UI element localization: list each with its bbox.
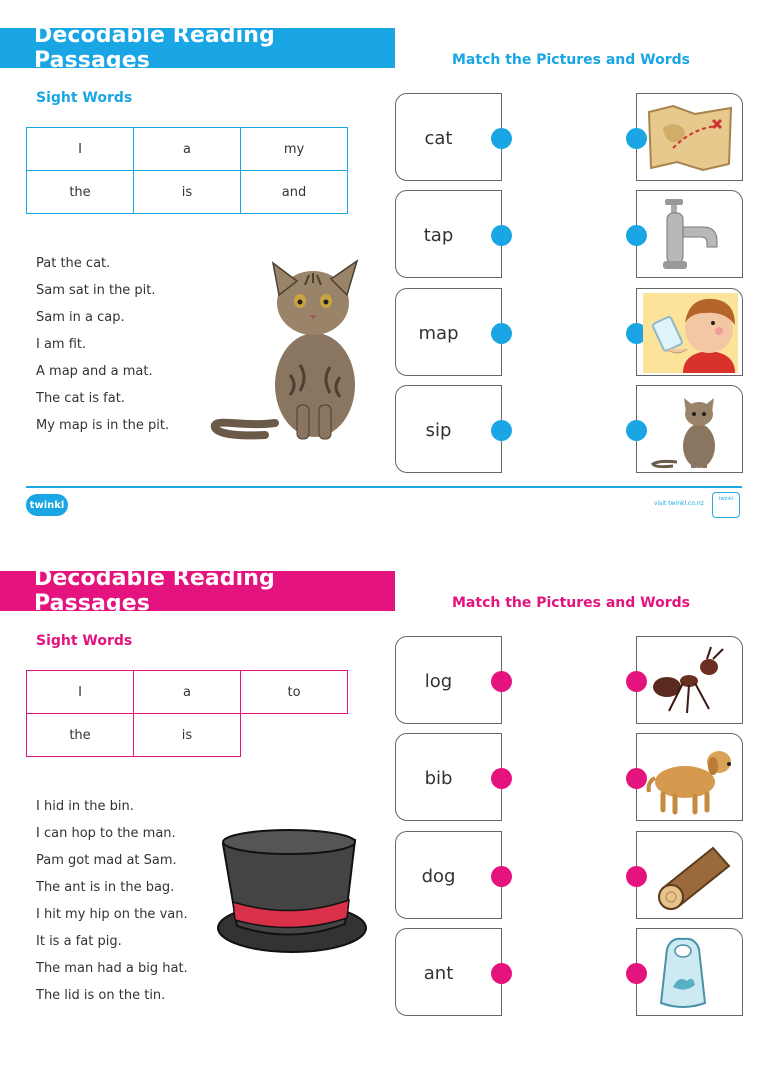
passage-line: I am fit.: [36, 337, 87, 352]
sight-word-cell: I: [27, 671, 134, 714]
cat-picture: [205, 255, 365, 445]
match-word: tap: [423, 225, 454, 246]
passage-line: The man had a big hat.: [36, 961, 188, 976]
match-heading: Match the Pictures and Words: [452, 595, 690, 611]
title-banner: [0, 23, 395, 73]
table-row: [27, 171, 348, 214]
match-word: map: [418, 323, 459, 344]
page-title: Decodable Reading Passages: [34, 566, 275, 616]
passage-line: Pam got mad at Sam.: [36, 853, 177, 868]
match-dot[interactable]: [491, 963, 512, 984]
visit-link[interactable]: visit twinkl.co.nz: [654, 500, 704, 507]
match-word: dog: [421, 866, 456, 887]
empty-cell: [241, 714, 348, 757]
top-hat-picture: [215, 828, 370, 958]
water-tap-icon: [643, 195, 738, 275]
match-dot[interactable]: [491, 866, 512, 887]
picture-card: [636, 636, 743, 724]
table-row: [27, 714, 348, 757]
word-card: [395, 733, 502, 821]
dog-icon: [643, 738, 738, 818]
match-dot[interactable]: [491, 128, 512, 149]
bib-icon: [643, 933, 738, 1013]
twinkl-logo: twinkl: [26, 494, 68, 516]
passage-line: It is a fat pig.: [36, 934, 122, 949]
passage-line: I hid in the bin.: [36, 799, 134, 814]
passage-line: The ant is in the bag.: [36, 880, 175, 895]
sight-word-cell: is: [134, 714, 241, 757]
word-card: [395, 93, 502, 181]
worksheet-2: [0, 543, 768, 1073]
sight-word-cell: is: [134, 171, 241, 214]
match-dot[interactable]: [491, 225, 512, 246]
page-title: Decodable Reading Passages: [34, 23, 275, 73]
match-dot[interactable]: [491, 768, 512, 789]
picture-card: [636, 288, 743, 376]
picture-card: [636, 928, 743, 1016]
sight-words-heading: Sight Words: [36, 90, 133, 106]
passage-line: I can hop to the man.: [36, 826, 176, 841]
match-word: sip: [425, 420, 452, 441]
word-card: [395, 385, 502, 473]
sight-word-cell: to: [241, 671, 348, 714]
sight-word-cell: and: [241, 171, 348, 214]
passage-line: A map and a mat.: [36, 364, 153, 379]
sight-word-cell: a: [134, 671, 241, 714]
passage-line: My map is in the pit.: [36, 418, 170, 433]
picture-card: [636, 190, 743, 278]
passage-line: The lid is on the tin.: [36, 988, 166, 1003]
match-word: bib: [424, 768, 453, 789]
ant-icon: [643, 641, 738, 721]
word-card: [395, 288, 502, 376]
passage-line: Pat the cat.: [36, 256, 111, 271]
table-row: [27, 128, 348, 171]
match-word: cat: [424, 128, 453, 149]
footer-divider: [26, 486, 742, 488]
word-card: [395, 928, 502, 1016]
match-dot[interactable]: [491, 323, 512, 344]
sight-words-heading: Sight Words: [36, 633, 133, 649]
picture-card: [636, 385, 743, 473]
word-card: [395, 636, 502, 724]
sight-word-cell: a: [134, 128, 241, 171]
picture-card: [636, 733, 743, 821]
word-card: [395, 190, 502, 278]
match-heading: Match the Pictures and Words: [452, 52, 690, 68]
worksheet-1: [0, 0, 768, 530]
cat-icon: [643, 390, 738, 470]
match-word: log: [424, 671, 453, 692]
passage-line: Sam in a cap.: [36, 310, 125, 325]
table-row: [27, 671, 348, 714]
word-card: [395, 831, 502, 919]
match-dot[interactable]: [491, 671, 512, 692]
match-word: ant: [423, 963, 454, 984]
boy-sipping-icon: [643, 293, 738, 373]
sight-word-cell: the: [27, 171, 134, 214]
log-icon: [643, 836, 738, 916]
picture-card: [636, 831, 743, 919]
reading-passage: [36, 250, 169, 439]
twinkl-badge: twinkl: [712, 492, 740, 518]
title-banner: [0, 566, 395, 616]
sight-word-cell: my: [241, 128, 348, 171]
sight-words-table: [26, 127, 348, 214]
passage-line: Sam sat in the pit.: [36, 283, 156, 298]
picture-card: [636, 93, 743, 181]
sight-word-cell: I: [27, 128, 134, 171]
sight-word-cell: the: [27, 714, 134, 757]
passage-line: The cat is fat.: [36, 391, 125, 406]
sight-words-table: [26, 670, 348, 757]
treasure-map-icon: [643, 98, 738, 178]
passage-line: I hit my hip on the van.: [36, 907, 188, 922]
match-dot[interactable]: [491, 420, 512, 441]
reading-passage: [36, 793, 188, 1009]
